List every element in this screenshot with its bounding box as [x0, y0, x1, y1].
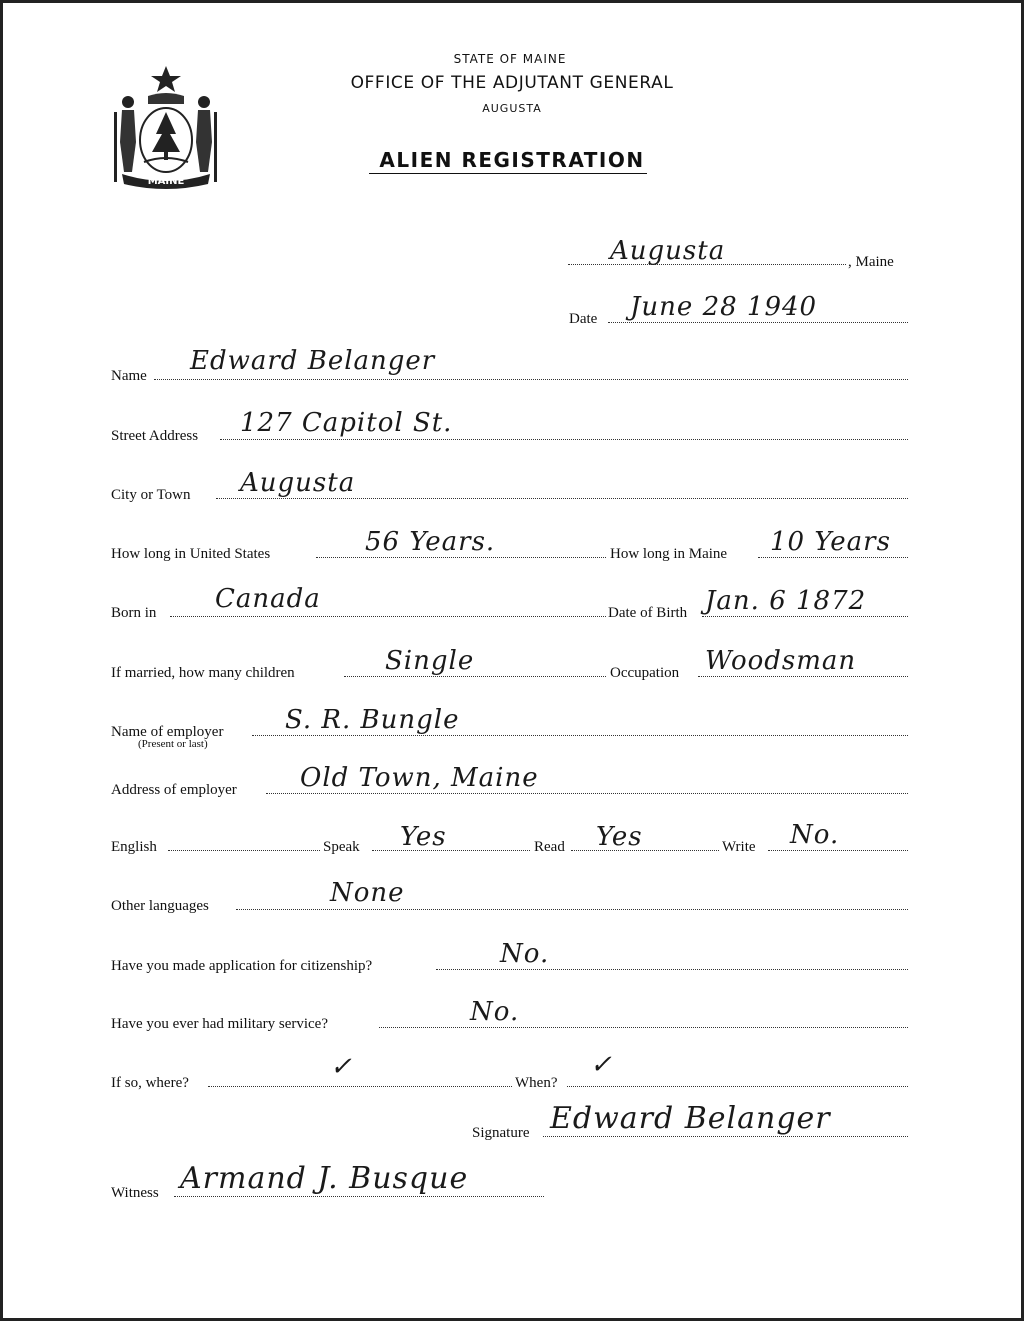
speak-value[interactable]: Yes [400, 822, 447, 852]
signature-label: Signature [472, 1125, 530, 1141]
maine-time-value[interactable]: 10 Years [770, 527, 891, 557]
occupation-label: Occupation [610, 665, 680, 681]
born-in-label: Born in [111, 605, 157, 621]
children-label: If married, how many children [111, 665, 295, 681]
place-value[interactable]: Augusta [610, 236, 726, 266]
street-label: Street Address [111, 428, 199, 444]
write-label: Write [722, 839, 756, 855]
us-time-value[interactable]: 56 Years. [365, 527, 496, 557]
city-label: City or Town [111, 487, 191, 503]
employer-address-value[interactable]: Old Town, Maine [300, 763, 539, 793]
born-in-value[interactable]: Canada [215, 584, 321, 614]
employer-address-label: Address of employer [111, 782, 237, 798]
city-value[interactable]: Augusta [240, 468, 356, 498]
employer-sublabel: (Present or last) [138, 738, 208, 750]
other-languages-label: Other languages [111, 898, 209, 914]
read-value[interactable]: Yes [596, 822, 643, 852]
street-value[interactable]: 127 Capitol St. [240, 408, 453, 438]
witness-label: Witness [111, 1185, 159, 1201]
english-label: English [111, 839, 157, 855]
citizenship-label: Have you made application for citizenship? [111, 958, 373, 974]
place-suffix: , Maine [848, 254, 894, 270]
speak-label: Speak [323, 839, 360, 855]
form-title: ALIEN REGISTRATION [379, 148, 645, 172]
military-label: Have you ever had military service? [111, 1016, 328, 1032]
occupation-value[interactable]: Woodsman [705, 646, 857, 676]
date-label: Date [569, 311, 598, 327]
svg-text:MAINE: MAINE [147, 176, 185, 187]
where-value[interactable]: ✓ [330, 1052, 353, 1082]
witness-value[interactable]: Armand J. Busque [180, 1161, 469, 1196]
where-label: If so, where? [111, 1075, 189, 1091]
when-label: When? [515, 1075, 558, 1091]
maine-time-label: How long in Maine [610, 546, 728, 562]
name-label: Name [111, 368, 147, 384]
header-state: STATE OF MAINE [453, 52, 567, 66]
name-value[interactable]: Edward Belanger [190, 346, 436, 376]
dob-value[interactable]: Jan. 6 1872 [705, 586, 867, 616]
employer-value[interactable]: S. R. Bungle [285, 705, 460, 735]
other-languages-value[interactable]: None [330, 878, 405, 908]
when-value[interactable]: ✓ [590, 1050, 613, 1080]
employer-label: Name of employer [111, 724, 224, 740]
title-underline [369, 173, 647, 174]
signature-value[interactable]: Edward Belanger [550, 1101, 831, 1136]
date-value[interactable]: June 28 1940 [630, 292, 818, 322]
children-value[interactable]: Single [385, 646, 475, 676]
write-value[interactable]: No. [790, 820, 840, 850]
citizenship-value[interactable]: No. [500, 939, 550, 969]
military-value[interactable]: No. [470, 997, 520, 1027]
header-office: OFFICE OF THE ADJUTANT GENERAL [350, 73, 674, 93]
us-time-label: How long in United States [111, 546, 271, 562]
header-city: AUGUSTA [482, 102, 542, 115]
read-label: Read [534, 839, 565, 855]
dob-label: Date of Birth [608, 605, 688, 621]
